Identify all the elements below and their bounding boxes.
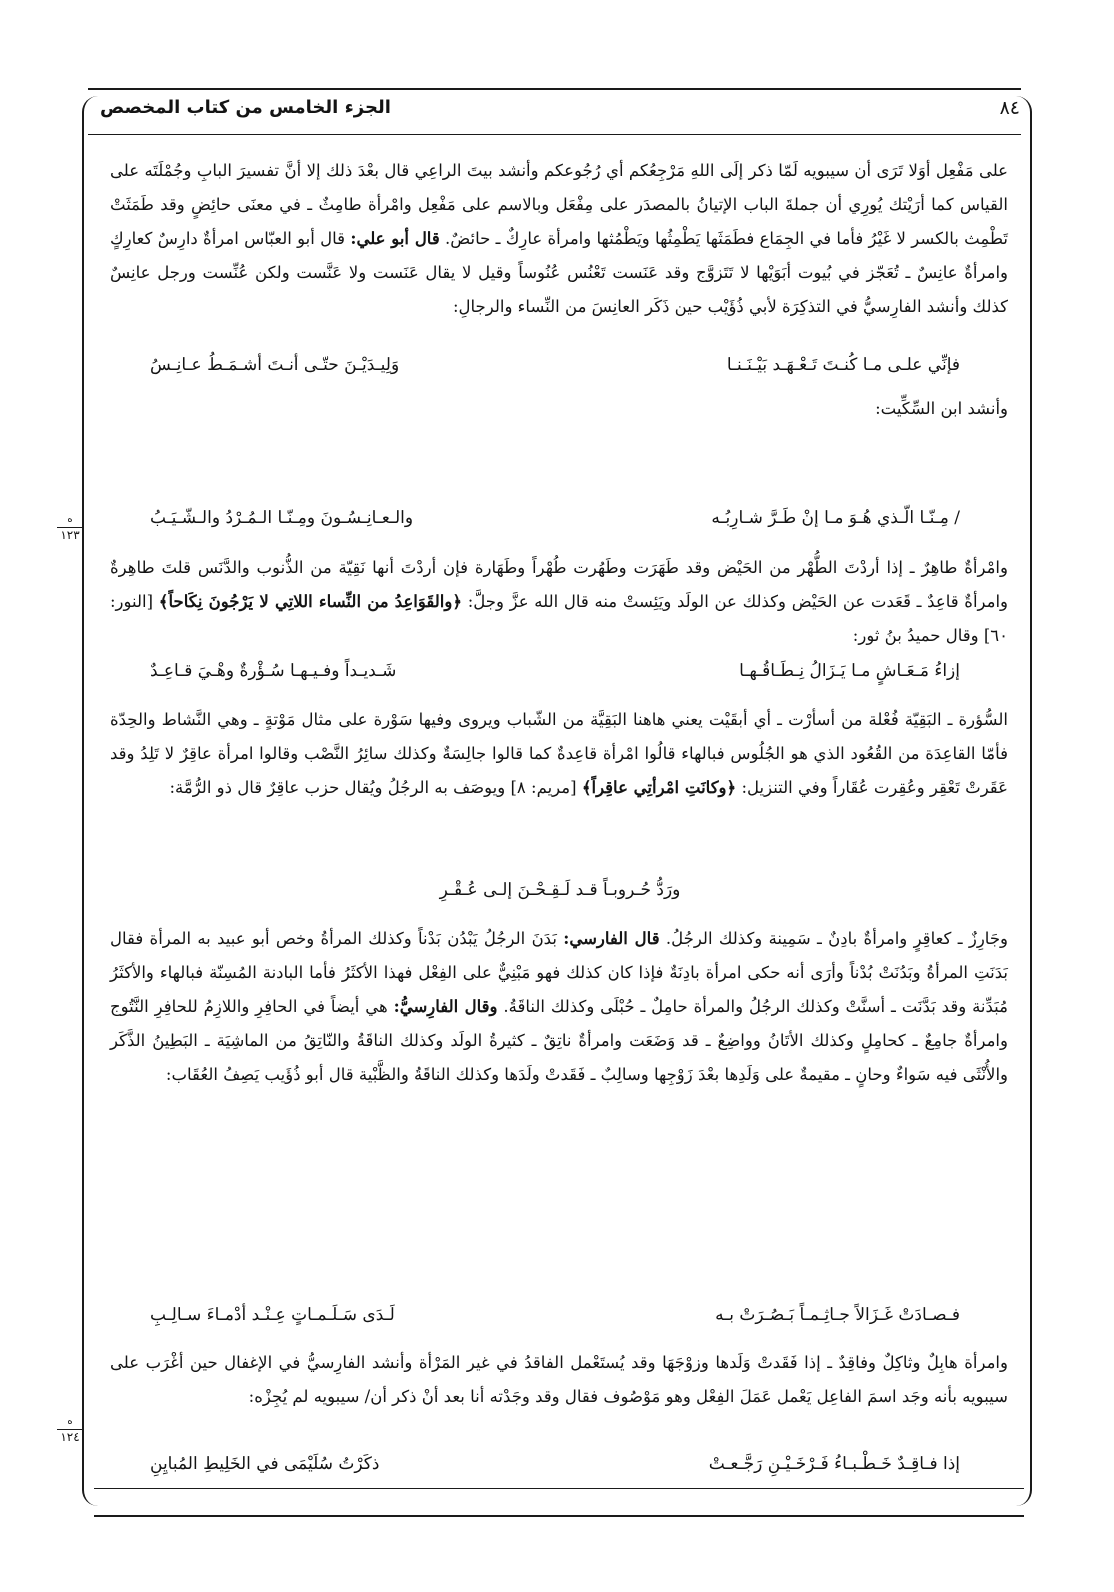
paragraph-2-continued: [النور: ٦٠] وقال حميدُ بنُ ثور: [110, 592, 1008, 645]
running-title: الجزء الخامس من كتاب المخصص [100, 97, 391, 118]
verse-3-first-hemistich: إزاءُ مَـعَـاشٍ مـا يَـزَالُ نِـطَـاقُـهـا [739, 661, 960, 681]
verse-1-second-hemistich: وَلِيـدَيْـنَ حتّـى أنـتَ أشـمَـطُ عـانِـسُ [150, 355, 400, 375]
verse-5-first-hemistich: فـصـادَتْ غَـزَالاً جـاثِـمـاً بَـصُـرَتْ بـه [715, 1305, 960, 1325]
verse-2-second-hemistich: والـعـانِـسُـونَ ومِـنّـا الـمُـرْدُ والـشّـيَـبُ [150, 508, 414, 528]
quran-quote: ﴿وكانَتِ امْرأتِي عاقِراً﴾ [581, 778, 737, 797]
verse-4: ورَدُّ حُـروبـاً قـد لَـقِـحْـنَ إلـى عُـقْـرِ [439, 880, 681, 900]
margin-marker-124 [55, 1416, 85, 1443]
verse-6-first-hemistich: إذا فـاقِـدٌ خَـطْـبـاءُ فَـرْخَـيْـنِ رَجَّـعـتْ [708, 1454, 960, 1474]
paragraph-3-text: السُّؤرة ـ البَقِيّة فُعْلة من أسأرْت ـ أي أبقَيْت يعني هاهنا البَقِيَّة من الشّباب ويروى وفيها سَوْرة على مثال مَوْتةٍ ـ وهي النَّشاط والحِدّة فأمّا القاعِدَة من القُعُود الذي هو الجُلُوس فبالهاء قالُوا امْرأة قاعِدةٌ كما قالوا جالِسَةٌ وكذلك سائِرُ النَّصْب وقالوا امرأة عاقِرٌ لا تَلِدُ وقد عَقَرتْ تَعْقِر وعُقِرت عُقَاراً وفي التنزيل: [110, 710, 1008, 797]
paragraph-4-text: وجَارِزٌ ـ كعاقِرٍ وامرأةٌ بادِنٌ ـ سَمِينة وكذلك الرجُلُ. [665, 929, 1008, 948]
paragraph-3 [110, 703, 1008, 805]
verse-1-first-hemistich: فإنِّي علـى مـا كُنـتَ تَـعْـهَـد بَيْـنَـنـا [726, 355, 960, 375]
frame-left-border [82, 96, 98, 1506]
paragraph-2 [110, 551, 1008, 653]
verse-6-second-hemistich: ذكَرْتُ سُلَيْمَى في الخَلِيطِ المُبايِنِ [150, 1454, 380, 1474]
verse-2-first-hemistich: / مِـنّـا الّـذي هُـوَ مـا إنْ طَـرَّ شـارِبُـه [711, 508, 960, 528]
paragraph-5: وامرأة هابِلٌ وثاكِلٌ وفاقِدٌ ـ إذا فَقَدتْ وَلَدها وزوْجَهَا وقد يُستَعْمل الفاقدُ في غير المَرْأة وأنشد الفارِسيُّ في الإغفال حين أغْرَب على سيبويه بأنه وجَد اسمَ الفاعِل يَعْمل عَمَلَ الفِعْل وهو مَوْصُوف فقال وقد وجَدْته أنا بعد أنْ ذكر أن/ سيبويه لم يُجِزْه: [110, 1353, 1008, 1406]
verse-5-second-hemistich: لَـدَى سَـلَـمـاتٍ عِـنْـد أدْمـاءَ سـالِـبِ [150, 1305, 395, 1325]
speaker-label: قال الفارسي: [563, 929, 660, 948]
quran-quote: ﴿والقَوَاعِدُ من النِّساء اللاتِي لا يَرْجُونَ نِكَاحاً﴾ [158, 592, 463, 611]
speaker-label: قال أبو علي: [350, 229, 440, 248]
page-number: ٨٤ [999, 97, 1020, 119]
speaker-label: وقال الفارِسيُّ: [393, 997, 498, 1016]
marker-number: ١٢٣ [60, 528, 80, 542]
paragraph-1 [110, 154, 1008, 324]
marker-dot: ه [67, 1416, 73, 1427]
frame-right-border [1016, 96, 1032, 1506]
paragraph-4-middle: بَدَنَ الرجُلُ يَبْدُن بَدْناً وكذلك المرأةُ وخص أبو عبيد به المرأة فقال بَدَنَتِ المرأةُ وبَدُنَتْ بُدْناً وأرَى أنه حكى امرأة بادِنَةٌ فإذا كان كذلك فهو مَبْنِيٌّ على الفِعْل فهذا الأكثَرُ فأما البادنة المُسِنّة فبالهاء والأكثَرُ مُبَدِّنة وقد بَدَّنَت ـ أسنَّتْ وكذلك الرجُلُ والمرأة حامِلٌ ـ حُبْلَى وكذلك الناقَةُ. [110, 929, 1008, 1016]
paragraph-1-continued: قال أبو العبّاس امرأةٌ دارِسٌ كعارِكٍ وامرأةٌ عانِسٌ ـ تُعَجّز في بُيوت أبَوَيْها لا تَتَزوَّج وقد عَنَست تَعْنُس عُنُوساً وقيل لا يقال عَنَست ولا عَنَّست ولكن عُنِّست ورجل عانِسٌ كذلك وأنشد الفارِسيُّ في التذكِرَة لأبي ذُؤَيْب حين ذَكَر العانِسَ من النِّساء والرجالِ: [110, 229, 1008, 316]
verse-intro: وأنشد ابن السِّكِّيت: [875, 399, 1008, 418]
paragraph-4 [110, 922, 1008, 1092]
verse-3-second-hemistich: شَـديـداً وفـيـهـا سُـؤْرةٌ وهْـيَ قـاعِـدٌ [150, 661, 397, 681]
marker-dot: ه [67, 514, 73, 525]
paragraph-1-text: على مَفْعِل أوَلا تَرَى أن سيبويه لَمّا ذكر إلَى اللهِ مَرْجِعُكم أي رُجُوعكم وأنشد بيتَ الراعِي قال بعْدَ ذلك إلا أنَّ تفسيرَ البابِ وجُمْلَتَه على القياس كما أرَيْتك يُورِي أن جملةَ الباب الإتيانُ بالمصدَر على مِفْعَل وبالاسم على مَفْعِل وامْرأة طامِثٌ ـ في معنَى حائِضٍ وقد طَمَثَتْ تَطْمِث بالكسر لا غَيْرُ فأما في الجِمَاع فطَمَثَها يَطْمِثُها ويَطْمُثها وامرأة عارِكٌ ـ حائضٌ. [110, 161, 1008, 248]
margin-marker-123 [55, 514, 85, 541]
marker-number: ١٢٤ [60, 1430, 80, 1444]
paragraph-4-continued: هي أيضاً في الحافِرِ واللازِمُ للحافِرِ النَّتُوج وامرأةٌ جامِعٌ ـ كحامِلٍ وكذلك الأتَانُ وواضِعٌ ـ قد وَضَعَت وامرأةٌ ناتِقٌ ـ كثيرةُ الولَد وكذلك الناقَةُ والنّاتِقُ من الماشِيَة ـ البَطِينُ الذَّكَر والأُنْثَى فيه سَواءٌ وحانٍ ـ مقيمةٌ على وَلَدِها بعْدَ زَوْجِها وسالِبٌ ـ فَقَدتْ ولَدَها وكذلك الناقَةُ والظَّبْية قال أبو ذُؤَيب يَصِفُ العُقَاب: [110, 997, 1008, 1084]
paragraph-2-text: وامْرأةٌ طاهِرٌ ـ إذا أردْتَ الطُّهْر من الحَيْض وقد طَهَرَت وطَهُرت طُهْراً وطَهَارة فإن أردْتَ أنها نَقِيّة من الذُّنوب والدَّنَس قلتَ طاهِرةٌ وامرأةٌ قاعِدٌ ـ قَعَدت عن الحَيْض وكذلك عن الولَد ويَئِستْ منه قال الله عزَّ وجلَّ: [110, 558, 1009, 611]
footer-rule [94, 1488, 1024, 1517]
paragraph-3-continued: [مريم: ٨] ويوصَف به الرجُلُ ويُقال حزب عاقِرٌ قال ذو الرُّمَّة: [169, 778, 577, 797]
